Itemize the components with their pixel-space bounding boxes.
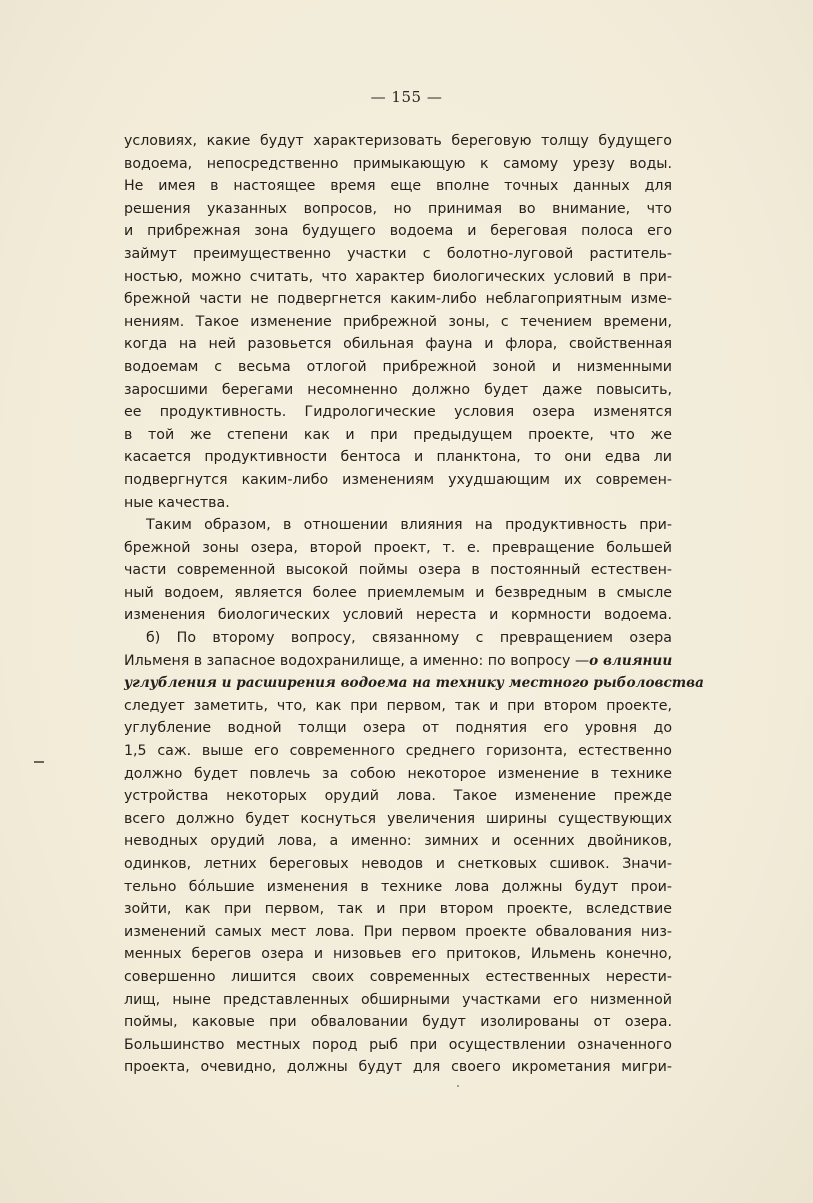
text-line: водоемам с весьма отлогой прибрежной зоной и низменными bbox=[124, 358, 672, 375]
text-line: подвергнутся каким-либо изменениям ухудшающим их современ- bbox=[124, 471, 672, 488]
text-line: нениям. Такое изменение прибрежной зоны, с течением времени, bbox=[124, 313, 672, 330]
paragraph-start-line: Таким образом, в отношении влияния на продуктивность при- bbox=[146, 517, 672, 534]
text-line: части современной высокой поймы озера в постоянный естествен- bbox=[124, 562, 672, 579]
text-line: условиях, какие будут характеризовать береговую толщу будущего bbox=[124, 133, 672, 149]
page-number: — 155 — bbox=[370, 88, 443, 106]
text-line: ностью, можно считать, что характер биологических условий в при- bbox=[124, 268, 672, 285]
print-speck bbox=[457, 1085, 459, 1087]
text-line: зойти, как при первом, так и при втором проекте, вследствие bbox=[124, 901, 672, 918]
text-line: совершенно лишится своих современных естественных нерести- bbox=[124, 968, 672, 985]
text-line: ные качества. bbox=[124, 494, 230, 511]
text-line: в той же степени как и при предыдущем проекте, что же bbox=[124, 426, 672, 443]
text-line: брежной зоны озера, второй проект, т. е. превращение большей bbox=[124, 539, 672, 556]
text-line: должно будет повлечь за собою некоторое изменение в технике bbox=[124, 765, 672, 782]
text-line: ный водоем, является более приемлемым и безвредным в смысле bbox=[124, 584, 672, 601]
text-line: следует заметить, что, как при первом, так и при втором проекте, bbox=[124, 697, 672, 714]
text-line: углубление водной толщи озера от поднятия его уровня до bbox=[124, 720, 672, 737]
italic-segment: о влиянии bbox=[589, 652, 673, 669]
text-line: тельно бо́льшие изменения в технике лова должны будут прои- bbox=[124, 878, 672, 895]
text-line: поймы, каковые при обваловании будут изолированы от озера. bbox=[124, 1014, 672, 1031]
text-line: проекта, очевидно, должны будут для своего икрометания мигри- bbox=[124, 1059, 672, 1076]
paragraph-start-line: б) По второму вопросу, связанному с превращением озера bbox=[146, 630, 672, 647]
text-line: одинков, летних береговых неводов и снетковых сшивок. Значи- bbox=[124, 856, 672, 872]
text-line: займут преимущественно участки с болотно-луговой раститель- bbox=[124, 245, 672, 262]
text-line: брежной части не подвергнется каким-либо неблагоприятным изме- bbox=[124, 291, 672, 308]
text-line: касается продуктивности бентоса и планктона, то они едва ли bbox=[124, 449, 672, 466]
text-line: и прибрежная зона будущего водоема и береговая полоса его bbox=[124, 223, 672, 240]
text-line: Не имея в настоящее время еще вполне точных данных для bbox=[124, 178, 672, 195]
text-line: менных берегов озера и низовьев его притоков, Ильмень конечно, bbox=[124, 946, 672, 963]
text-line: Большинство местных пород рыб при осуществлении означенного bbox=[124, 1036, 672, 1053]
text-line: устройства некоторых орудий лова. Такое изменение прежде bbox=[124, 788, 672, 805]
text-line: когда на ней разовьется обильная фауна и флора, свойственная bbox=[124, 336, 672, 353]
text-line-mixed bbox=[124, 650, 672, 673]
text-segment: Ильменя в запасное водохранилище, а именно: по вопросу — bbox=[124, 652, 590, 669]
text-line: всего должно будет коснуться увеличения ширины существующих bbox=[124, 810, 672, 827]
text-line: 1,5 саж. выше его современного среднего горизонта, естественно bbox=[124, 743, 672, 760]
italic-line: углубления и расширения водоема на технику местного рыболовства bbox=[124, 675, 704, 692]
text-line: неводных орудий лова, а именно: зимних и осенних двойников, bbox=[124, 833, 672, 850]
text-line: лищ, ныне представленных обширными участками его низменной bbox=[124, 991, 672, 1008]
margin-mark bbox=[34, 761, 44, 763]
text-line: ее продуктивность. Гидрологические условия озера изменятся bbox=[124, 404, 672, 421]
text-line: водоема, непосредственно примыкающую к самому урезу воды. bbox=[124, 155, 672, 172]
text-line: заросшими берегами несомненно должно будет даже повысить, bbox=[124, 381, 672, 398]
text-line: изменения биологических условий нереста и кормности водоема. bbox=[124, 607, 672, 624]
text-line: изменений самых мест лова. При первом проекте обвалования низ- bbox=[124, 923, 672, 940]
body-text bbox=[124, 130, 704, 1079]
text-line: решения указанных вопросов, но принимая во внимание, что bbox=[124, 200, 672, 217]
